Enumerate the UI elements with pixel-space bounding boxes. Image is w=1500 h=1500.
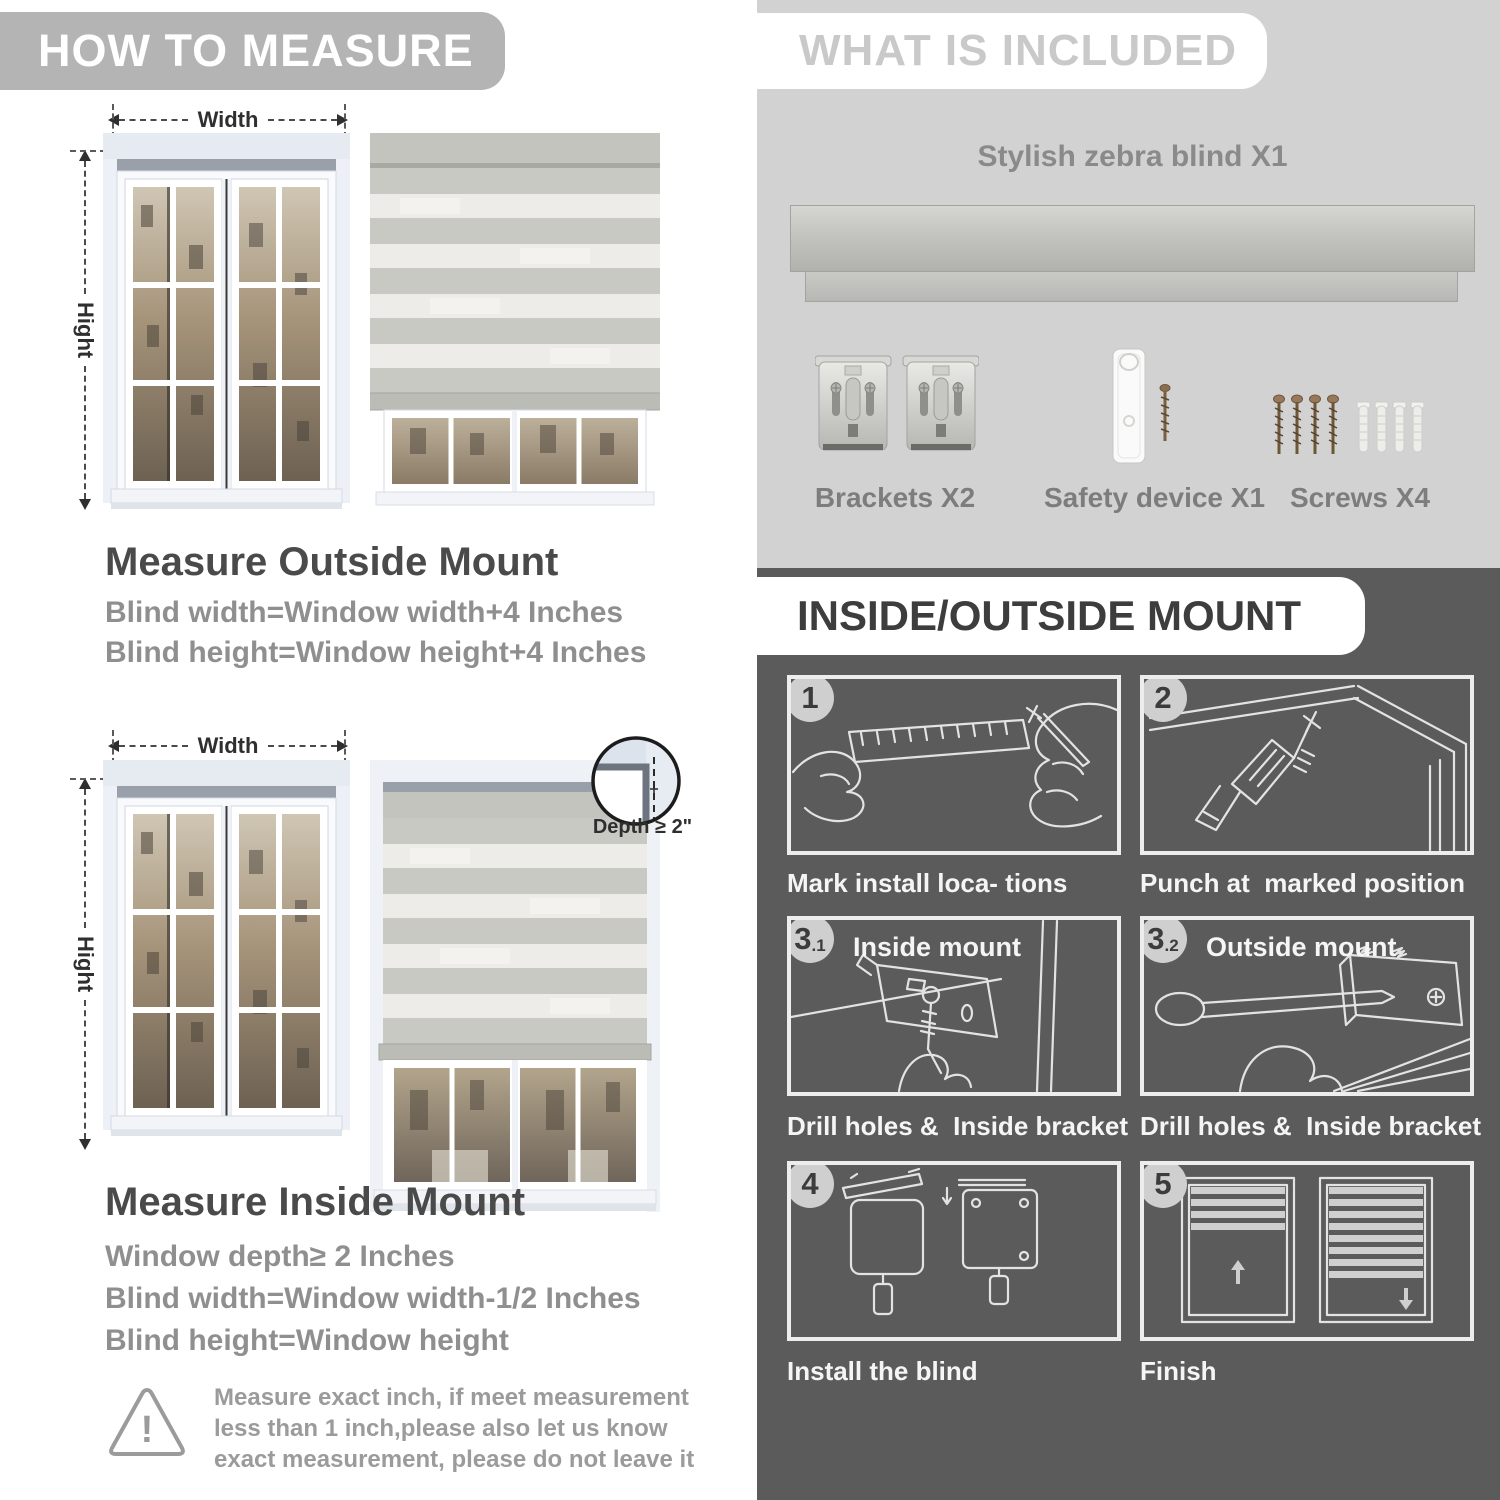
what-is-included-section — [757, 0, 1500, 568]
outside-rule-2: Blind height=Window height+4 Inches — [105, 636, 647, 669]
height-dimension-arrow-inside — [72, 778, 98, 1150]
step-2-caption: Punch at marked position — [1140, 868, 1466, 898]
step-3-2-caption: Drill holes & Inside bracket — [1140, 1111, 1481, 1141]
outside-rule-1: Blind width=Window width+4 Inches — [105, 596, 624, 629]
brackets-label: Brackets X2 — [814, 482, 976, 513]
height-label-outside: Hight — [73, 301, 98, 359]
inside-rule-1: Window depth≥ 2 Inches — [105, 1240, 455, 1273]
measurement-warning-text: Measure exact inch, if meet measurement less than 1 inch,please also let us know exact measurement, please do not leave it — [214, 1384, 695, 1473]
window-illustration-inside — [103, 760, 350, 1140]
step-5-badge: 5 — [1140, 1161, 1187, 1208]
inside-rule-3: Blind height=Window height — [105, 1324, 509, 1357]
step-5-panel — [1140, 1161, 1474, 1341]
zebra-blind-illustration-outside — [370, 133, 660, 515]
step-3-2-panel — [1140, 916, 1474, 1096]
dimension-tick — [344, 730, 346, 764]
step-4-badge: 4 — [787, 1161, 834, 1208]
arrow-down-icon — [79, 1139, 91, 1150]
step-3-1-title: Inside mount — [853, 932, 1021, 962]
warning-triangle-icon — [106, 1384, 188, 1462]
width-label-inside: Width — [197, 733, 259, 758]
step-4-illustration — [791, 1165, 1117, 1337]
depth-magnifier-icon — [588, 733, 684, 829]
step-3-2-badge: 3 .2 — [1140, 916, 1187, 963]
zebra-blind-headrail-lower — [805, 272, 1458, 302]
what-is-included-header: WHAT IS INCLUDED — [757, 13, 1267, 89]
step-3-1-panel — [787, 916, 1121, 1096]
height-dimension-arrow-outside — [72, 150, 98, 510]
mount-header: INSIDE/OUTSIDE MOUNT — [757, 577, 1365, 655]
screws-image — [1273, 392, 1431, 464]
step-1-badge: 1 — [787, 675, 834, 722]
product-label: Stylish zebra blind X1 — [977, 140, 1288, 173]
width-dimension-arrow-outside — [108, 108, 348, 132]
svg-text:!: ! — [140, 1409, 154, 1451]
step-3-1-caption: Drill holes & Inside bracket — [787, 1111, 1128, 1141]
step-5-caption: Finish — [1140, 1356, 1217, 1386]
step-4-caption: Install the blind — [787, 1356, 978, 1386]
outside-mount-title: Measure Outside Mount — [105, 540, 559, 584]
safety-device-image — [1097, 345, 1181, 471]
step-3-1-badge: 3 .1 — [787, 916, 834, 963]
step-5-illustration — [1144, 1165, 1470, 1337]
height-label-inside: Hight — [73, 935, 98, 993]
step-1-caption: Mark install loca- tions — [787, 868, 1068, 898]
how-to-measure-header — [0, 12, 505, 90]
window-illustration-outside — [103, 133, 350, 513]
arrow-right-icon — [337, 740, 348, 752]
safety-device-label: Safety device X1 — [1044, 482, 1266, 513]
step-4-panel — [787, 1161, 1121, 1341]
screws-label: Screws X4 — [1289, 482, 1431, 513]
arrow-down-icon — [79, 499, 91, 510]
width-label-outside: Width — [197, 107, 259, 132]
width-dimension-arrow-inside — [108, 734, 348, 758]
inside-rule-2: Blind width=Window width-1/2 Inches — [105, 1282, 641, 1315]
step-3-2-title: Outside mount — [1206, 932, 1397, 962]
step-2-panel — [1140, 675, 1474, 855]
how-to-measure-title: HOW TO MEASURE — [38, 25, 474, 76]
step-2-illustration — [1144, 679, 1470, 851]
inside-mount-title: Measure Inside Mount — [105, 1180, 526, 1224]
brackets-image — [815, 352, 979, 462]
step-1-illustration — [791, 679, 1117, 851]
step-1-panel — [787, 675, 1121, 855]
step-2-badge: 2 — [1140, 675, 1187, 722]
zebra-blind-headrail-image — [790, 205, 1475, 272]
dimension-tick — [112, 730, 114, 764]
arrow-right-icon — [337, 114, 348, 126]
depth-label: Depth ≥ 2" — [592, 816, 693, 838]
mount-instructions-section — [757, 568, 1500, 1500]
